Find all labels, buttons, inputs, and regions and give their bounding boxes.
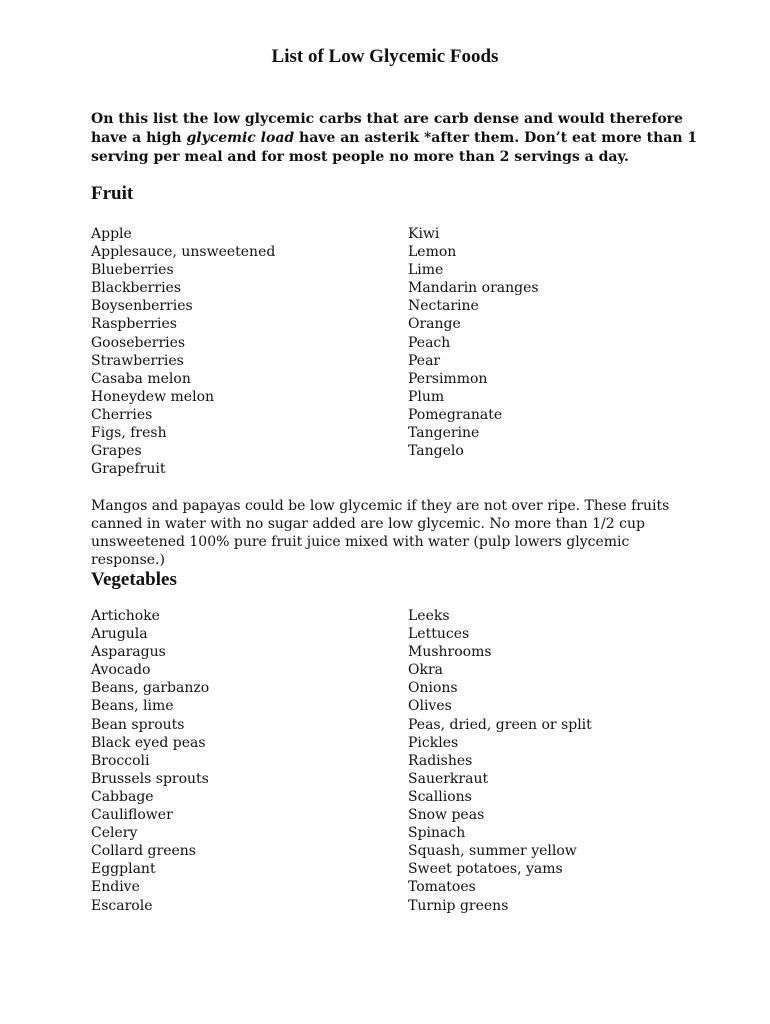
list-item: Cauliflower bbox=[91, 807, 173, 824]
list-item: Broccoli bbox=[91, 752, 150, 769]
list-item: Radishes bbox=[408, 752, 473, 769]
list-item: Sweet potatoes, yams bbox=[408, 861, 563, 878]
list-item: Leeks bbox=[408, 608, 450, 624]
list-item: Raspberries bbox=[91, 316, 177, 333]
list-item: Blackberries bbox=[91, 280, 182, 297]
list-item: Persimmon bbox=[408, 370, 488, 387]
list-item: Snow peas bbox=[408, 807, 485, 824]
list-item: Sauerkraut bbox=[408, 770, 489, 787]
list-item: Cherries bbox=[91, 406, 153, 423]
list-item: Asparagus bbox=[91, 644, 166, 661]
list-item: Squash, summer yellow bbox=[408, 843, 577, 860]
list-item: Arugula bbox=[91, 626, 148, 643]
list-item: Olives bbox=[408, 698, 452, 715]
list-item: Lime bbox=[408, 262, 444, 279]
list-item: Plum bbox=[408, 388, 445, 405]
list-item: Okra bbox=[408, 662, 443, 679]
list-item: Orange bbox=[408, 316, 461, 333]
list-item: Collard greens bbox=[91, 843, 196, 860]
list-item: Artichoke bbox=[91, 608, 160, 624]
list-item: Mandarin oranges bbox=[408, 280, 539, 297]
list-item: Lettuces bbox=[408, 626, 470, 643]
list-item: Peach bbox=[408, 334, 451, 351]
list-item: Brussels sprouts bbox=[91, 770, 209, 787]
list-item: Grapes bbox=[91, 443, 142, 460]
list-item: Onions bbox=[408, 680, 458, 697]
list-item: Honeydew melon bbox=[91, 388, 215, 405]
list-item: Escarole bbox=[91, 897, 153, 914]
list-item: Scallions bbox=[408, 788, 472, 805]
list-item: Bean sprouts bbox=[91, 716, 185, 733]
list-item: Apple bbox=[91, 226, 132, 242]
list-item: Lemon bbox=[408, 244, 457, 261]
list-item: Eggplant bbox=[91, 861, 156, 878]
intro-paragraph bbox=[91, 110, 701, 167]
list-item: Celery bbox=[91, 825, 138, 842]
list-item: Tomatoes bbox=[408, 879, 476, 896]
list-item: Tangerine bbox=[408, 425, 480, 442]
fruit-column-left bbox=[91, 225, 408, 478]
vegetables-heading: Vegetables bbox=[91, 569, 177, 590]
list-item: Spinach bbox=[408, 825, 466, 842]
fruit-list bbox=[91, 225, 711, 478]
vegetables-column-left bbox=[91, 607, 408, 915]
vegetables-column-right bbox=[408, 607, 711, 915]
list-item: Nectarine bbox=[408, 298, 479, 315]
list-item: Endive bbox=[91, 879, 140, 896]
list-item: Peas, dried, green or split bbox=[408, 716, 592, 733]
vegetables-list bbox=[91, 607, 711, 915]
list-item: Avocado bbox=[91, 662, 151, 679]
list-item: Beans, garbanzo bbox=[91, 680, 210, 697]
fruit-note: Mangos and papayas could be low glycemic if they are not over ripe. These fruits canned in water with no sugar added are low glycemic. No more than 1/2 cup unsweetened 100% pure fruit juice mixed with water (pulp lowers glycemic response.) bbox=[91, 498, 670, 569]
list-item: Mushrooms bbox=[408, 644, 492, 661]
list-item: Blueberries bbox=[91, 262, 174, 279]
intro-text-part2: have an asterik *after them. Don’t eat more than 1 serving per meal and for most people no more than 2 servings a day. bbox=[91, 130, 698, 165]
list-item: Pickles bbox=[408, 734, 459, 751]
list-item: Pomegranate bbox=[408, 406, 503, 423]
list-item: Gooseberries bbox=[91, 334, 186, 351]
intro-emphasis: glycemic load bbox=[186, 130, 295, 146]
fruit-heading: Fruit bbox=[91, 183, 134, 204]
list-item: Grapefruit bbox=[91, 461, 166, 478]
list-item: Turnip greens bbox=[408, 897, 509, 914]
list-item: Cabbage bbox=[91, 788, 154, 805]
intro-text-part1: On this list the low glycemic carbs that are carb dense and would therefore have a high bbox=[91, 111, 683, 146]
list-item: Applesauce, unsweetened bbox=[91, 244, 276, 261]
list-item: Pear bbox=[408, 352, 441, 369]
list-item: Boysenberries bbox=[91, 298, 193, 315]
document-title: List of Low Glycemic Foods bbox=[271, 46, 499, 67]
list-item: Beans, lime bbox=[91, 698, 174, 715]
list-item: Strawberries bbox=[91, 352, 184, 369]
list-item: Tangelo bbox=[408, 443, 464, 460]
list-item: Kiwi bbox=[408, 226, 440, 242]
list-item: Casaba melon bbox=[91, 370, 191, 387]
fruit-column-right bbox=[408, 225, 711, 478]
list-item: Black eyed peas bbox=[91, 734, 206, 751]
list-item: Figs, fresh bbox=[91, 425, 167, 442]
